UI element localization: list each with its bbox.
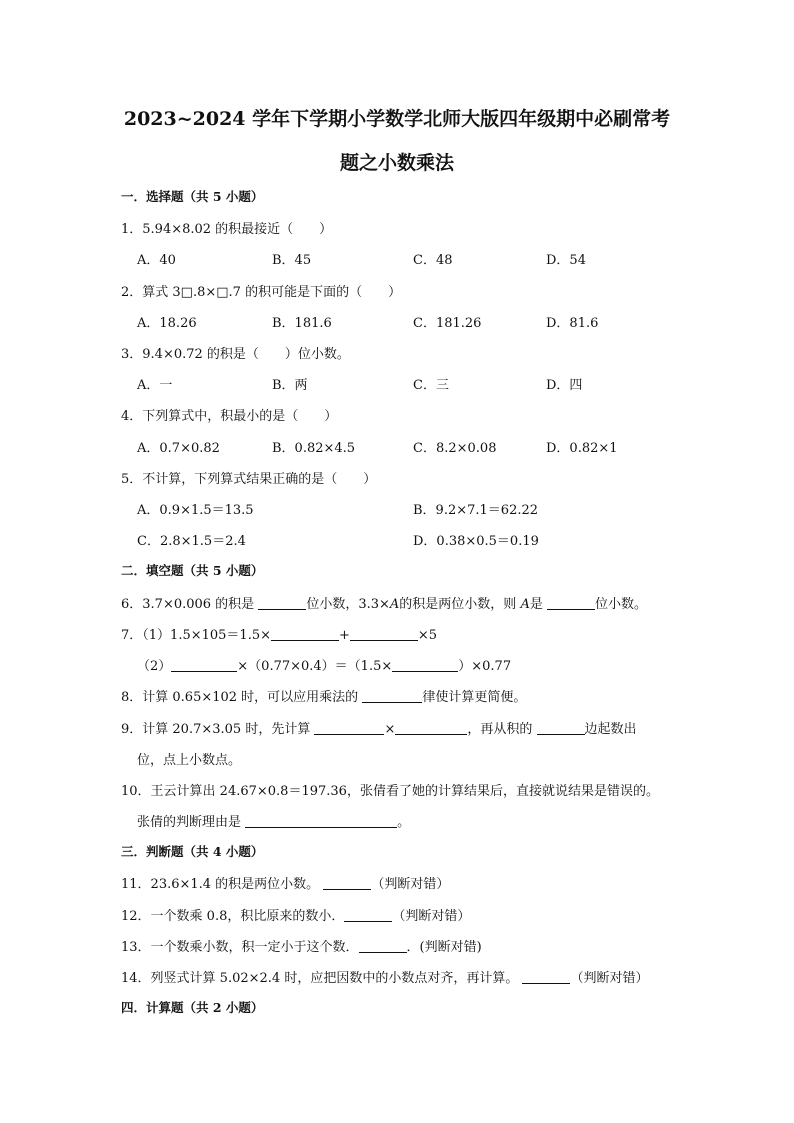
question-12-text: 12．一个数乘 0.8，积比原来的数小． <box>121 909 345 924</box>
question-9-blank-1[interactable] <box>314 721 384 735</box>
question-3-option-c: C．三 <box>413 378 449 393</box>
question-9-text-2: × <box>384 722 396 737</box>
question-7-text-1: 7．（1）1.5×105＝1.5× <box>121 628 271 643</box>
question-2-option-c: C．181.26 <box>413 316 482 331</box>
question-7-blank-3[interactable] <box>171 658 237 672</box>
question-14-blank[interactable] <box>522 970 570 984</box>
question-8-text-2: 律使计算更简便。 <box>422 690 527 705</box>
question-2-stem: 2．算式 3□.8×□.7 的积可能是下面的（ ） <box>121 285 402 300</box>
question-13-suffix: ．(判断对错) <box>406 940 482 955</box>
question-7-text-4: （2） <box>137 659 172 674</box>
question-11-suffix: （判断对错） <box>371 877 450 892</box>
question-14 <box>121 967 648 986</box>
section-heading-true-false: 三．判断题（共 4 小题） <box>121 844 264 859</box>
question-7-line-2 <box>137 655 511 674</box>
question-9-text-4: 边起数出 <box>584 722 637 737</box>
question-1-option-b: B．45 <box>272 253 312 268</box>
question-9-blank-3[interactable] <box>537 721 585 735</box>
question-8-text-1: 8．计算 0.65×102 时，可以应用乘法的 <box>121 690 363 705</box>
question-3-option-d: D．四 <box>546 378 583 393</box>
question-10-blank[interactable] <box>245 814 397 828</box>
question-6-variable-1: A <box>389 597 400 612</box>
question-7-text-2: + <box>339 628 350 643</box>
section-heading-calculation: 四．计算题（共 2 小题） <box>121 1000 264 1015</box>
question-5-stem: 5．不计算，下列算式结果正确的是（ ） <box>121 472 377 487</box>
document-title-line2: 题之小数乘法 <box>339 152 454 174</box>
question-5-option-b: B．9.2×7.1＝62.22 <box>413 503 539 518</box>
question-5-option-d: D．0.38×0.5＝0.19 <box>413 534 539 549</box>
question-2-option-a: A．18.26 <box>137 316 197 331</box>
question-7-line-1 <box>121 624 437 643</box>
question-6-blank-2[interactable] <box>547 596 595 610</box>
question-8-blank[interactable] <box>362 689 422 703</box>
question-1-stem: 1．5.94×8.02 的积最接近（ ） <box>121 222 333 237</box>
question-7-text-5: ×（0.77×0.4）＝（1.5× <box>237 659 393 674</box>
question-6-text-5: 位小数。 <box>594 597 647 612</box>
question-12-blank[interactable] <box>344 908 392 922</box>
question-10-line-1: 10．王云计算出 24.67×0.8＝197.36，张倩看了她的计算结果后，直接就说结果是错误的。 <box>121 784 659 799</box>
question-6-text-3: 的积是两位小数，则 <box>399 597 521 612</box>
question-14-text: 14．列竖式计算 5.02×2.4 时，应把因数中的小数点对齐，再计算。 <box>121 971 523 986</box>
question-12-suffix: （判断对错） <box>392 909 471 924</box>
section-heading-fill-in: 二．填空题（共 5 小题） <box>121 563 264 578</box>
question-6-text-4: 是 <box>529 597 547 612</box>
question-8 <box>121 686 526 705</box>
question-12 <box>121 905 470 924</box>
question-7-blank-2[interactable] <box>350 627 418 641</box>
question-6-text-2: 位小数，3.3× <box>306 597 390 612</box>
question-6-text-1: 6．3.7×0.006 的积是 <box>121 597 259 612</box>
question-1-option-a: A．40 <box>137 253 176 268</box>
question-11 <box>121 873 449 892</box>
question-6-blank-1[interactable] <box>258 596 306 610</box>
question-1-option-c: C．48 <box>413 253 453 268</box>
question-5-option-c: C．2.8×1.5＝2.4 <box>137 534 246 549</box>
question-3-option-a: A．一 <box>137 378 173 393</box>
question-6 <box>121 593 647 612</box>
question-7-blank-4[interactable] <box>392 658 458 672</box>
question-10-line-2 <box>137 811 410 830</box>
question-4-stem: 4．下列算式中，积最小的是（ ） <box>121 409 338 424</box>
question-11-blank[interactable] <box>323 876 371 890</box>
question-4-option-a: A．0.7×0.82 <box>137 441 220 456</box>
question-3-option-b: B．两 <box>272 378 308 393</box>
question-7-text-3: ×5 <box>417 628 438 643</box>
question-13 <box>121 936 482 955</box>
question-4-option-c: C．8.2×0.08 <box>413 441 497 456</box>
question-4-option-d: D．0.82×1 <box>546 441 618 456</box>
question-5-option-a: A．0.9×1.5＝13.5 <box>137 503 254 518</box>
question-13-text: 13．一个数乘小数，积一定小于这个数． <box>121 940 359 955</box>
question-3-stem: 3．9.4×0.72 的积是（ ）位小数。 <box>121 347 350 362</box>
question-13-blank[interactable] <box>359 939 407 953</box>
question-2-option-d: D．81.6 <box>546 316 599 331</box>
question-9-text-3: ，再从积的 <box>467 722 537 737</box>
question-9-text-1: 9．计算 20.7×3.05 时，先计算 <box>121 722 315 737</box>
question-7-blank-1[interactable] <box>271 627 339 641</box>
question-6-variable-2: A <box>520 597 530 612</box>
question-7-text-6: ）×0.77 <box>458 659 512 674</box>
question-9-line-2: 位，点上小数点。 <box>137 753 242 768</box>
question-10-text-1: 张倩的判断理由是 <box>137 815 246 830</box>
document-title-line1: 2023~2024 学年下学期小学数学北师大版四年级期中必刷常考 <box>123 108 671 130</box>
question-11-text: 11．23.6×1.4 的积是两位小数。 <box>121 877 324 892</box>
question-1-option-d: D．54 <box>546 253 586 268</box>
question-9-line-1 <box>121 718 637 737</box>
question-2-option-b: B．181.6 <box>272 316 332 331</box>
question-4-option-b: B．0.82×4.5 <box>272 441 356 456</box>
question-14-suffix: （判断对错） <box>570 971 649 986</box>
section-heading-choice: 一．选择题（共 5 小题） <box>121 189 264 204</box>
question-10-text-2: 。 <box>397 815 411 830</box>
question-9-blank-2[interactable] <box>395 721 467 735</box>
